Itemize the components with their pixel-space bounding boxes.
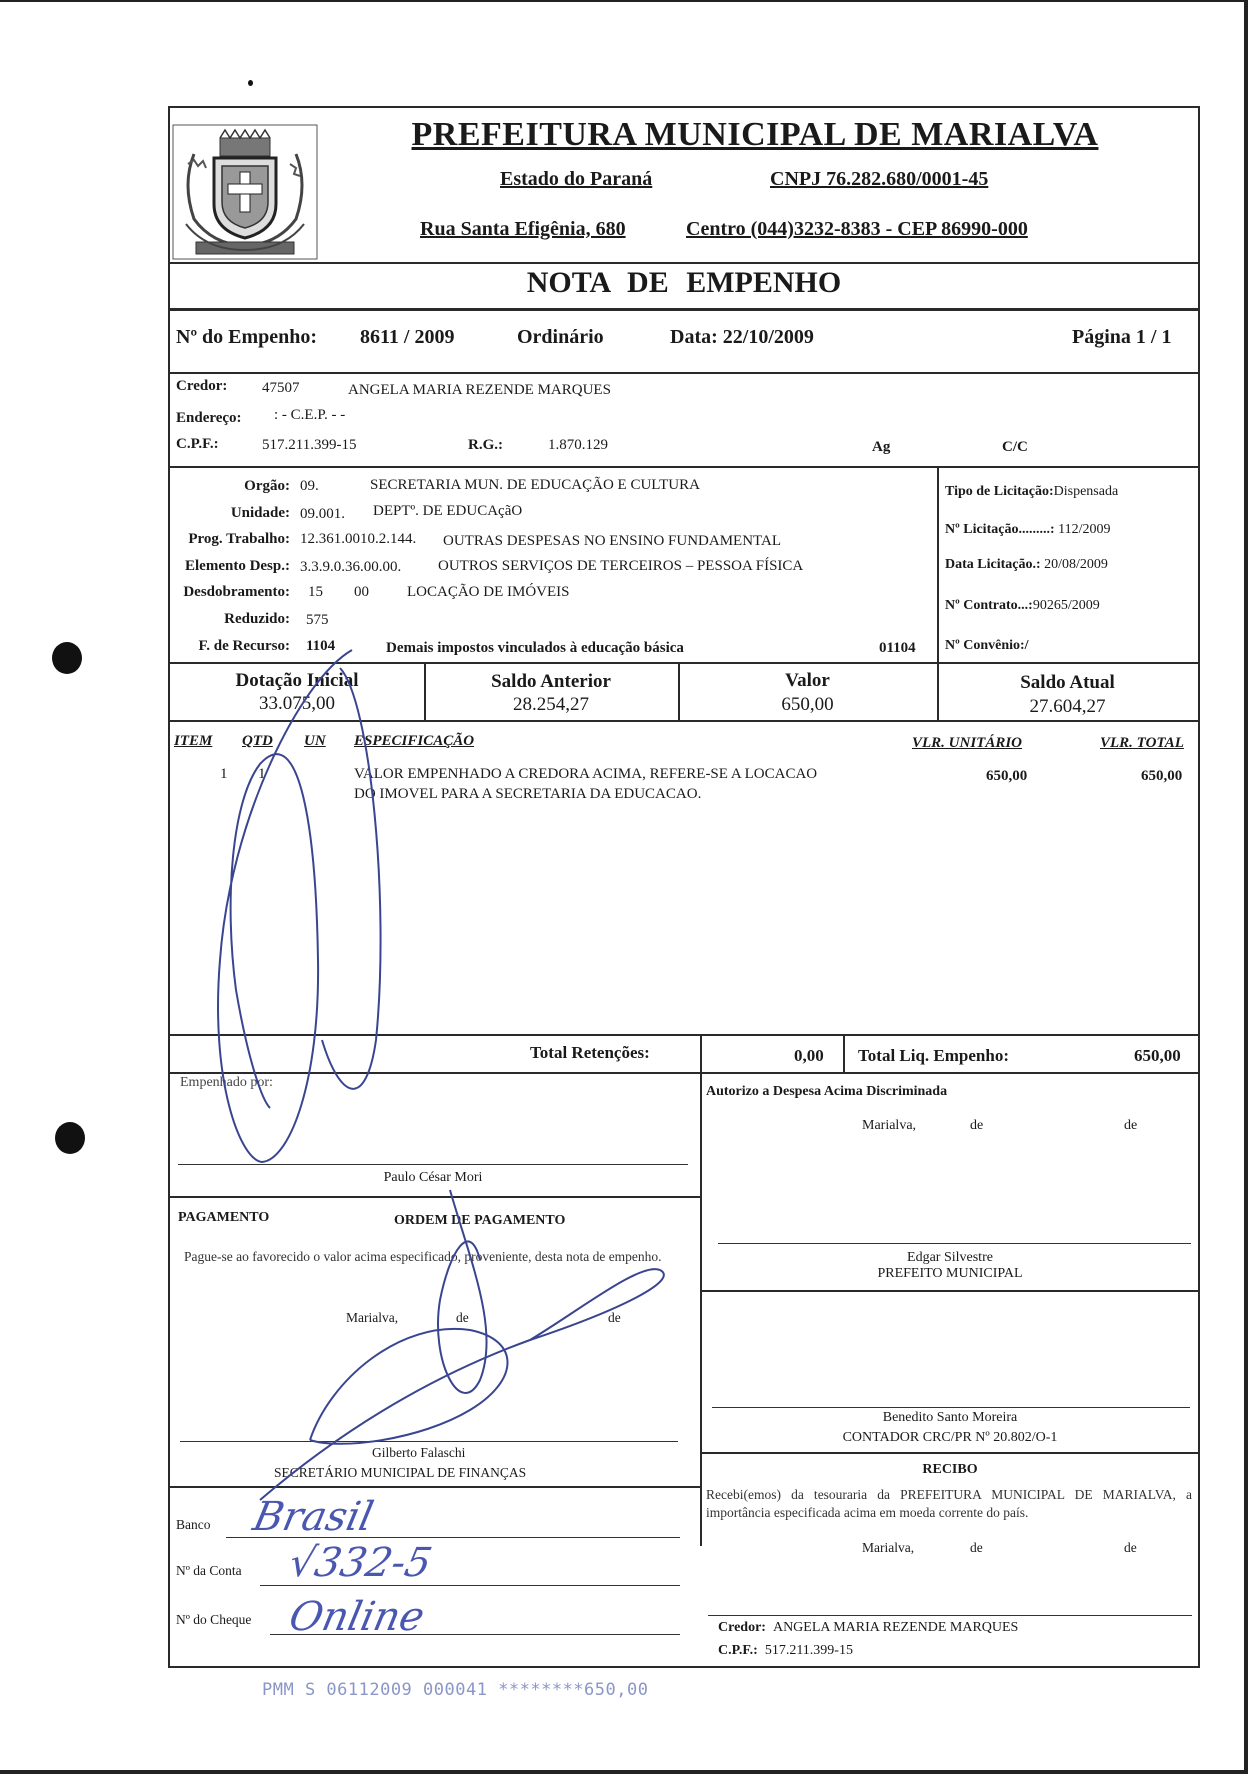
header-title: PREFEITURA MUNICIPAL DE MARIALVA: [411, 116, 1099, 153]
contrato-label: Nº Contrato...:: [945, 598, 1033, 613]
autorizo-de-2: de: [1124, 1118, 1138, 1133]
autorizo-de-1: de: [970, 1118, 984, 1133]
recibo-credor-label: Credor:: [718, 1620, 766, 1635]
empenhado-por-name: Paulo César Mori: [383, 1170, 483, 1185]
table-row-item: 1: [220, 766, 228, 782]
autorizo-city: Marialva,: [862, 1118, 917, 1133]
handwritten-banco: Brasil: [249, 1494, 378, 1540]
endereco-label: Endereço:: [176, 410, 242, 426]
orgao-code: 09.: [300, 478, 319, 494]
rg-label: R.G.:: [468, 437, 503, 453]
table-row-qtd: 1: [258, 766, 266, 782]
licitacao-num-label: Nº Licitação.........:: [945, 522, 1055, 537]
reduzido-value: 575: [306, 612, 329, 628]
saldo-atual-value: 27.604,27: [1029, 696, 1106, 717]
recibo-title: RECIBO: [922, 1462, 978, 1477]
pague-text: Pague-se ao favorecido o valor acima especificado, proveniente, desta nota de empenho.: [184, 1249, 662, 1264]
prog-trabalho-code: 12.361.0010.2.144.: [300, 531, 417, 547]
ag-label: Ag: [872, 439, 891, 455]
conta-label: Nº da Conta: [176, 1563, 242, 1578]
credor-name: ANGELA MARIA REZENDE MARQUES: [348, 382, 611, 398]
autorizo-label: Autorizo a Despesa Acima Discriminada: [706, 1084, 948, 1099]
desdobramento-a: 15: [308, 584, 323, 600]
credor-label: Credor:: [176, 378, 228, 394]
saldo-anterior-value: 28.254,27: [513, 694, 589, 715]
signature-ordem: [438, 1190, 487, 1393]
prog-trabalho-name: OUTRAS DESPESAS NO ENSINO FUNDAMENTAL: [443, 533, 781, 549]
cpf-label: C.P.F.:: [176, 436, 219, 452]
cpf-value: 517.211.399-15: [262, 437, 357, 453]
licitacao-data: 20/08/2009: [1044, 557, 1108, 572]
recurso-label: F. de Recurso:: [198, 638, 290, 654]
recibo-cpf-label: C.P.F.:: [718, 1643, 758, 1658]
page-number: Página 1 / 1: [1072, 326, 1172, 348]
recibo-credor: ANGELA MARIA REZENDE MARQUES: [772, 1620, 1019, 1635]
col-item-header: ITEM: [174, 733, 213, 749]
col-unit-header: VLR. UNITÁRIO: [912, 735, 1023, 751]
contrato-value: 90265/2009: [1032, 598, 1100, 613]
rg-value: 1.870.129: [548, 437, 608, 453]
pagamento-de-2: de: [608, 1310, 621, 1325]
recibo-de-2: de: [1124, 1540, 1137, 1555]
table-row-unit: 650,00: [986, 768, 1028, 784]
dotacao-label: Dotação Inicial: [235, 670, 359, 691]
unidade-label: Unidade:: [230, 505, 290, 521]
header-address-contact: Centro (044)3232-8383 - CEP 86990-000: [686, 218, 1028, 240]
unidade-code: 09.001.: [300, 506, 345, 522]
total-liquido-value: 650,00: [1134, 1046, 1181, 1065]
table-row-esp-line1: VALOR EMPENHADO A CREDORA ACIMA, REFERE-SE A LOCACAO: [354, 766, 818, 782]
desdobramento-label: Desdobramento:: [183, 584, 290, 600]
elemento-label: Elemento Desp.:: [185, 558, 290, 574]
table-row-esp-line2: DO IMOVEL PARA A SECRETARIA DA EDUCACAO.: [354, 786, 702, 802]
empenhado-por-label: Empenhado por:: [180, 1075, 273, 1090]
pagamento-city: Marialva,: [346, 1310, 399, 1325]
prefeito-title: PREFEITO MUNICIPAL: [877, 1266, 1023, 1281]
desdobramento-b: 00: [354, 584, 369, 600]
col-total-header: VLR. TOTAL: [1100, 735, 1184, 751]
cc-label: C/C: [1002, 439, 1028, 455]
header-cnpj: CNPJ 76.282.680/0001-45: [770, 168, 989, 190]
signature-secretario-loop: [310, 1329, 508, 1444]
orgao-name: SECRETARIA MUN. DE EDUCAÇÃO E CULTURA: [370, 477, 700, 493]
secretario-name: Gilberto Falaschi: [372, 1445, 466, 1460]
recibo-cpf: 517.211.399-15: [764, 1643, 853, 1658]
licitacao-data-label: Data Licitação.:: [945, 557, 1041, 572]
signature-empenhado: [218, 650, 352, 1162]
endereco-value: : - C.E.P. - -: [274, 407, 346, 423]
empenho-date: Data: 22/10/2009: [670, 326, 814, 348]
header-address: Rua Santa Efigênia, 680: [420, 218, 626, 240]
recurso-code: 1104: [306, 638, 336, 654]
cheque-label: Nº do Cheque: [176, 1612, 252, 1627]
total-retencoes-value: 0,00: [794, 1046, 824, 1065]
col-un-header: UN: [304, 733, 326, 749]
secretario-title: SECRETÁRIO MUNICIPAL DE FINANÇAS: [274, 1465, 527, 1480]
recurso-name: Demais impostos vinculados à educação básica: [386, 640, 684, 656]
pagamento-de-1: de: [456, 1310, 469, 1325]
handwritten-cheque: Online: [285, 1594, 429, 1640]
total-liquido-label: Total Liq. Empenho:: [858, 1046, 1009, 1065]
valor-value: 650,00: [781, 694, 834, 715]
header-state: Estado do Paraná: [500, 168, 653, 190]
desdobramento-name: LOCAÇÃO DE IMÓVEIS: [407, 584, 570, 600]
contador-title: CONTADOR CRC/PR Nº 20.802/O-1: [842, 1430, 1058, 1445]
signature-empenhado-stroke: [322, 668, 381, 1089]
banco-label: Banco: [176, 1517, 211, 1532]
convenio-label: Nº Convênio:/: [945, 638, 1029, 653]
saldo-anterior-label: Saldo Anterior: [491, 671, 611, 692]
signature-secretario-tail: [260, 1269, 664, 1500]
licitacao-tipo: Dispensada: [1053, 484, 1119, 499]
prefeito-name: Edgar Silvestre: [907, 1250, 993, 1265]
col-esp-header: ESPECIFICAÇÃO: [354, 733, 475, 749]
unidade-name: DEPTº. DE EDUCAçãO: [373, 503, 523, 519]
dotacao-value: 33.075,00: [259, 693, 335, 714]
reduzido-label: Reduzido:: [224, 611, 290, 627]
ordem-pagamento-label: ORDEM DE PAGAMENTO: [394, 1213, 566, 1228]
saldo-atual-label: Saldo Atual: [1020, 672, 1115, 693]
elemento-name: OUTROS SERVIÇOS DE TERCEIROS – PESSOA FÍSICA: [438, 558, 804, 574]
col-qtd-header: QTD: [242, 733, 273, 749]
recibo-city: Marialva,: [862, 1540, 915, 1555]
empenho-number-label: Nº do Empenho:: [176, 326, 318, 348]
doc-title: NOTA DE EMPENHO: [526, 266, 842, 299]
pagamento-label: PAGAMENTO: [178, 1210, 270, 1225]
empenho-type: Ordinário: [517, 326, 604, 348]
prog-trabalho-label: Prog. Trabalho:: [188, 531, 290, 547]
total-retencoes-label: Total Retenções:: [530, 1043, 650, 1062]
licitacao-tipo-label: Tipo de Licitação:: [945, 484, 1054, 499]
licitacao-num: 112/2009: [1058, 522, 1111, 537]
credor-code: 47507: [262, 380, 300, 396]
elemento-code: 3.3.9.0.36.00.00.: [300, 559, 402, 575]
empenho-number: 8611 / 2009: [360, 326, 455, 348]
recibo-text: Recebi(emos) da tesouraria da PREFEITURA MUNICIPAL DE MARIALVA, a importância especificada acima em moeda corrente do país.: [706, 1487, 1192, 1520]
recurso-code-2: 01104: [879, 640, 916, 656]
bank-stamp: PMM S 06112009 000041 ********650,00: [262, 1680, 649, 1700]
orgao-label: Orgão:: [244, 478, 290, 494]
recibo-de-1: de: [970, 1540, 983, 1555]
contador-name: Benedito Santo Moreira: [882, 1410, 1018, 1425]
valor-label: Valor: [785, 670, 830, 691]
handwritten-conta: √332-5: [285, 1540, 436, 1586]
table-row-total: 650,00: [1141, 768, 1183, 784]
